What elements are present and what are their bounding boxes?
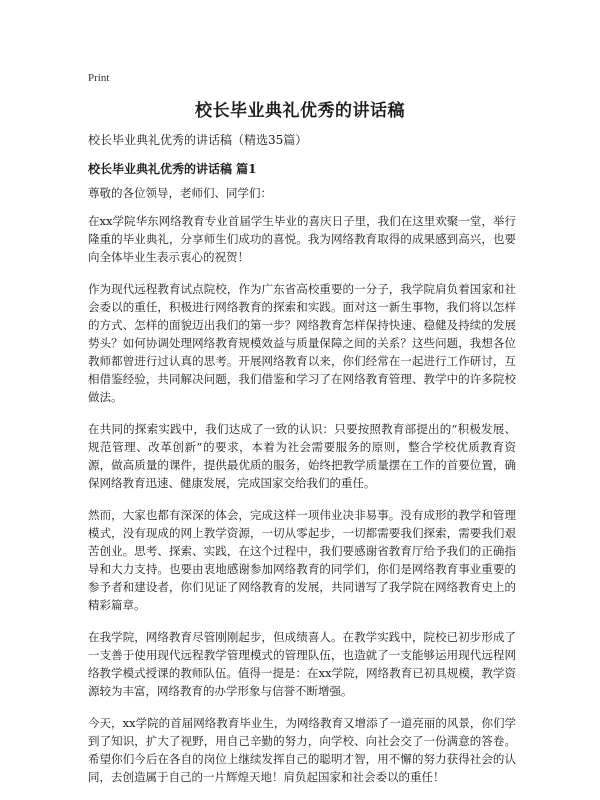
- section-title: 校长毕业典礼优秀的讲话稿 篇1: [88, 162, 257, 176]
- page-title: 校长毕业典礼优秀的讲话稿: [195, 101, 405, 121]
- paragraph-6: 今天，xx学院的首届网络教育毕业生，为网络教育又增添了一道亮丽的风景，你们学到了知识，扩大了视野，用自己辛勤的努力，向学校、向社会交了一份满意的答卷。希望你们今后在各自的岗位上继续发挥自己的聪明才智，用不懈的努力获得社会的认同，去创造属于自己的一片辉煌天地！肩负起国家和社会委以的重任！: [88, 716, 516, 784]
- paragraph-4: 然而，大家也都有深深的体会，完成这样一项伟业决非易事。没有成形的教学和管理模式，没有现成的网上教学资源，一切从零起步，一切都需要我们探索，需要我们艰苦创业。思考、探索、实践，在这个过程中，我们要感谢省教育厅给予我们的正确指导和大力支持。也要由衷地感谢参加网络教育的同学们，你们是网络教育事业重要的参予者和建设者，你们见证了网络教育的发展，共同谱写了我学院在网络教育史上的精彩篇章。: [88, 508, 516, 612]
- greeting: 尊敬的各位领导，老师们、同学们：: [88, 186, 272, 200]
- paragraph-2: 作为现代远程教育试点院校，作为广东省高校重要的一分子，我学院肩负着国家和社会委以的重任，积极进行网络教育的探索和实践。面对这一新生事物，我们将以怎样的方式、怎样的面貌迈出我们的第一步？网络教育怎样保持快速、稳健及持续的发展势头？如何协调处理网络教育规模效益与质量保障之间的关系？这些问题，我想各位教师都曾进行过认真的思考。开展网络教育以来，你们经常在一起进行工作研讨，互相借鉴经验，共同解决问题，我们借鉴和学习了在网络教育管理、教学中的许多院校做法。: [88, 282, 516, 404]
- paragraph-5: 在我学院，网络教育尽管刚刚起步，但成绩喜人。在教学实践中，院校已初步形成了一支善于使用现代远程教学管理模式的管理队伍，也造就了一支能够运用现代远程网络教学模式授课的教师队伍。值得一提是：在xx学院，网络教育已初具规模，教学资源较为丰富，网络教育的办学形象与信誉不断增强。: [88, 630, 516, 698]
- document-subtitle: 校长毕业典礼优秀的讲话稿（精选35篇）: [88, 133, 308, 147]
- paragraph-3: 在共同的探索实践中，我们达成了一致的认识：只要按照教育部提出的“积极发展、规范管理、改革创新”的要求，本着为社会需要服务的原则，整合学校优质教育资源，做高质量的课件，提供最优质的服务，始终把教学质量摆在工作的首要位置，确保网络教育迅速、健康发展，完成国家交给我们的重任。: [88, 422, 516, 490]
- print-label[interactable]: Print: [88, 72, 110, 84]
- paragraph-1: 在xx学院华东网络教育专业首届学生毕业的喜庆日子里，我们在这里欢聚一堂，举行隆重的毕业典礼，分享师生们成功的喜悦。我为网络教育取得的成果感到高兴，也要向全体毕业生表示衷心的祝贺！: [88, 214, 516, 264]
- document-body: [88, 184, 516, 800]
